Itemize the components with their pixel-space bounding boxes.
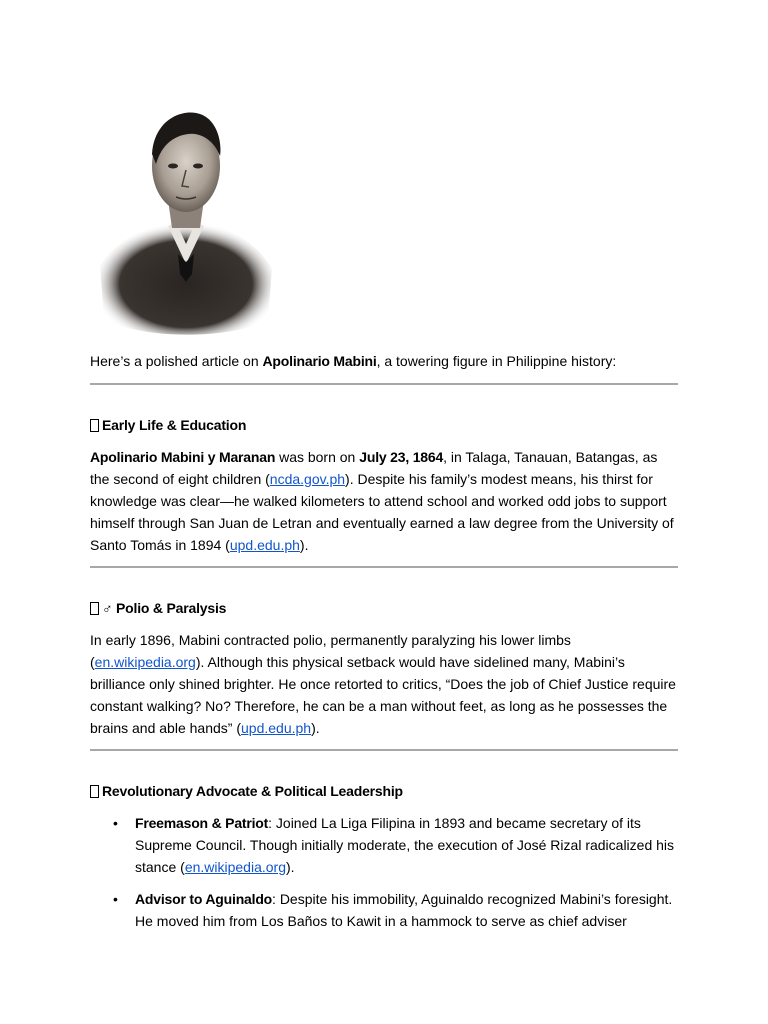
section-heading-revolution: Revolutionary Advocate & Political Leadership [90,781,678,801]
male-symbol-icon: ♂ [102,600,113,616]
divider [90,566,678,568]
source-link-wikipedia[interactable]: en.wikipedia.org [184,859,286,875]
source-link-upd[interactable]: upd.edu.ph [241,720,312,736]
intro-line [90,350,678,372]
divider [90,383,678,385]
list-item: • Freemason & Patriot: Joined La Liga Filipina in 1893 and became secretary of its Supreme Council. Though initially moderate, the execution of José Rizal radicalized his stance (en.wikipedia.org). [135,812,678,878]
source-link-upd[interactable]: upd.edu.ph [229,537,300,553]
source-link-ncda[interactable]: ncda.gov.ph [269,471,346,487]
bullet-icon: • [113,891,118,907]
missing-glyph-icon [90,602,99,615]
section-heading-polio: ♂ Polio & Paralysis [90,598,678,618]
divider [90,749,678,751]
polio-paragraph: In early 1896, Mabini contracted polio, permanently paralyzing his lower limbs (en.wikipedia.org). Although this physical setback would have sidelined many, Mabini’s brilliance only shined brighter. He once retorted to critics, “Does the job of Chief Justice require constant walking? No? Therefore, he can be a man without feet, as long as he possesses the brains and able hands” (upd.edu.ph). [90,632,676,736]
intro-prefix: Here’s a polished article on [90,353,263,369]
bullet-icon: • [113,815,118,831]
intro-suffix: , a towering figure in Philippine history: [376,353,617,369]
source-link-wikipedia[interactable]: en.wikipedia.org [94,654,196,670]
missing-glyph-icon [90,785,99,798]
missing-glyph-icon [90,419,99,432]
early-life-paragraph: Apolinario Mabini y Maranan was born on July 23, 1864, in Talaga, Tanauan, Batangas, as the second of eight children (ncda.gov.ph). Despite his family’s modest means, his thirst for knowledge was clear—he walked kilometers to attend school and worked odd jobs to support himself through San Juan de Letran and eventually earned a law degree from the University of Santo Tomás in 1894 (upd.edu.ph). [90,449,674,553]
intro-name: Apolinario Mabini [262,353,377,369]
section-heading-early-life: Early Life & Education [90,415,678,435]
portrait-image [96,104,276,340]
list-item: • Advisor to Aguinaldo: Despite his immobility, Aguinaldo recognized Mabini’s foresight. He moved him from Los Baños to Kawit in a hammock to serve as chief adviser [135,888,678,932]
